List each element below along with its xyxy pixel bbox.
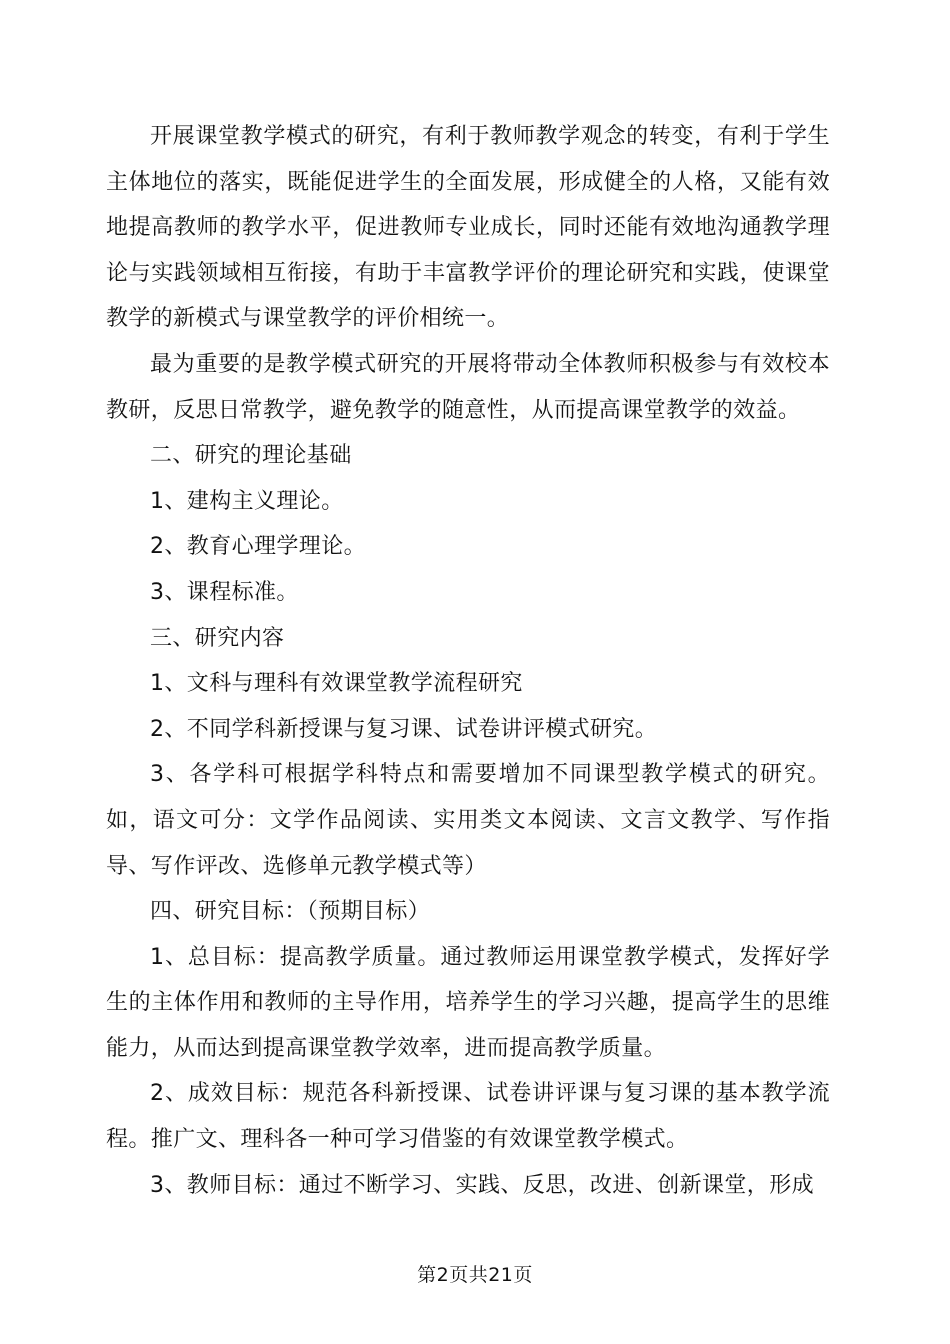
- heading-research-content: 三、研究内容: [150, 625, 285, 651]
- document-body: [106, 114, 830, 1208]
- heading-theory-basis: 二、研究的理论基础: [150, 443, 352, 469]
- list-item-goal-2: 2、成效目标：规范各科新授课、试卷讲评课与复习课的基本教学流程。推广文、理科各一种可学习借鉴的有效课堂教学模式。: [106, 1081, 830, 1153]
- page-footer: 第2页共21页: [417, 1264, 533, 1286]
- list-item-theory-3: 3、课程标准。: [150, 579, 299, 605]
- list-item-content-2: 2、不同学科新授课与复习课、试卷讲评模式研究。: [150, 716, 658, 742]
- paragraph-significance: 开展课堂教学模式的研究，有利于教师教学观念的转变，有利于学生主体地位的落实，既能促进学生的全面发展，形成健全的人格，又能有效地提高教师的教学水平，促进教师专业成长，同时还能有效地沟通教学理论与实践领域相互衔接，有助于丰富教学评价的理论研究和实践，使课堂教学的新模式与课堂教学的评价相统一。: [106, 124, 830, 332]
- list-item-goal-1: 1、总目标：提高教学质量。通过教师运用课堂教学模式，发挥好学生的主体作用和教师的主导作用，培养学生的学习兴趣，提高学生的思维能力，从而达到提高课堂教学效率，进而提高教学质量。: [106, 944, 830, 1061]
- list-item-content-3: 3、各学科可根据学科特点和需要增加不同课型教学模式的研究。如，语文可分：文学作品阅读、实用类文本阅读、文言文教学、写作指导、写作评改、选修单元教学模式等）: [106, 762, 830, 879]
- list-item-content-1: 1、文科与理科有效课堂教学流程研究: [150, 671, 523, 697]
- list-item-goal-3: 3、教师目标：通过不断学习、实践、反思，改进、创新课堂，形成: [150, 1172, 814, 1198]
- heading-research-goals: 四、研究目标：（预期目标）: [150, 899, 431, 925]
- list-item-theory-1: 1、建构主义理论。: [150, 488, 344, 514]
- paragraph-importance: 最为重要的是教学模式研究的开展将带动全体教师积极参与有效校本教研，反思日常教学，避免教学的随意性，从而提高课堂教学的效益。: [106, 351, 830, 423]
- list-item-theory-2: 2、教育心理学理论。: [150, 534, 366, 560]
